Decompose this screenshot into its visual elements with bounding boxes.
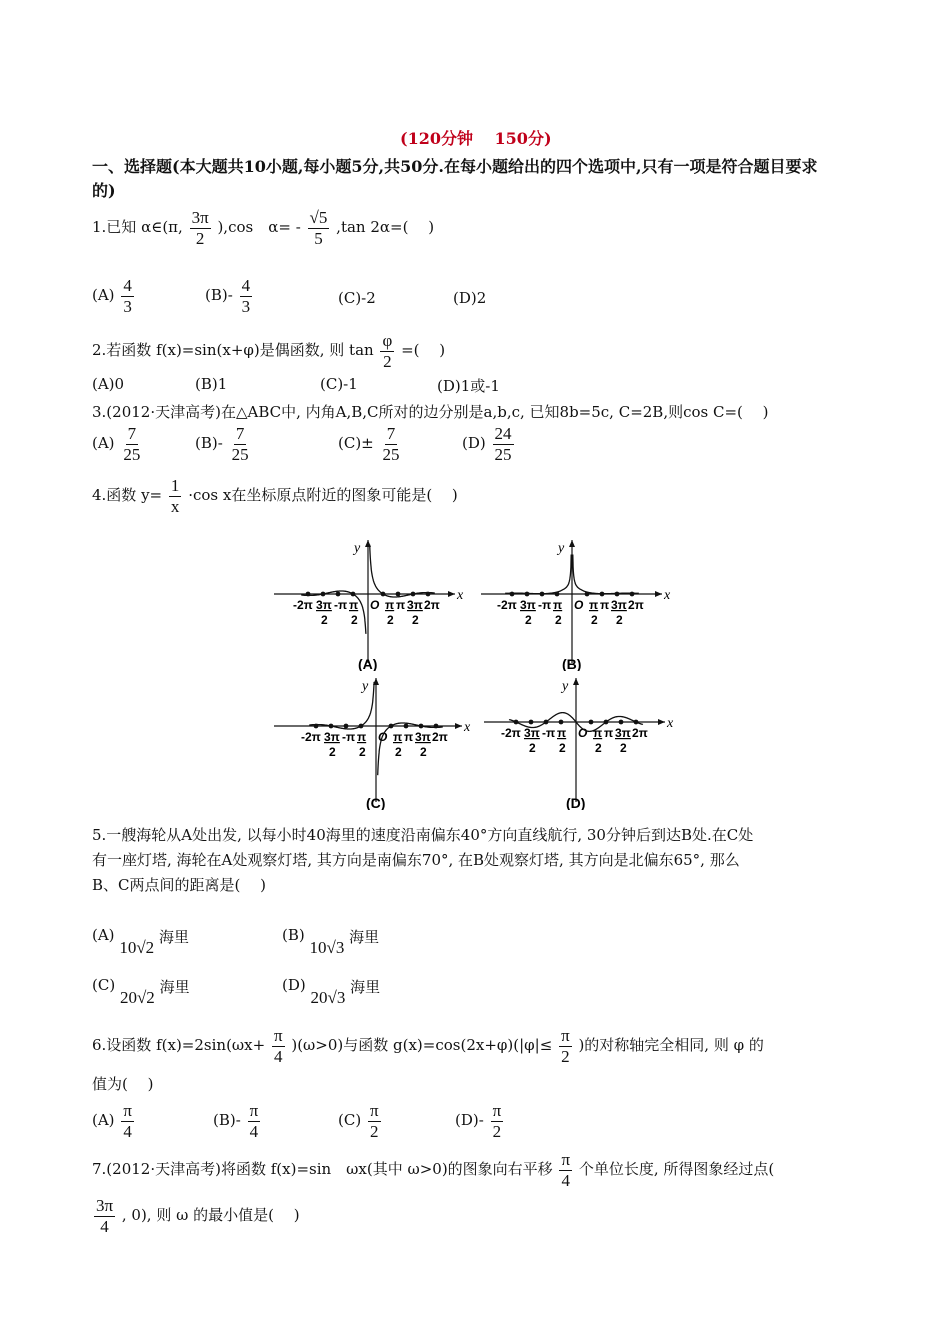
tick-dot: [619, 720, 624, 725]
q3-option-c[interactable]: [338, 424, 404, 464]
tick-den: 2: [525, 613, 532, 627]
tick-label-negpi2: π: [557, 726, 567, 740]
q4-frac-1-x: [169, 476, 182, 516]
q6-frac1-den: 4: [274, 1046, 283, 1066]
q3-option-d-label: (D): [462, 434, 486, 453]
q1-option-b-frac: [240, 276, 253, 316]
q7-frac2-num: 3π: [96, 1196, 114, 1215]
q2-frac-phi-2: [380, 331, 394, 371]
q4-stem-b: ·cos x在坐标原点附近的图象可能是( ): [188, 486, 458, 505]
tick-label-2pi: 2π: [432, 730, 448, 744]
tick-dot: [529, 720, 534, 725]
y-axis-label: y: [362, 679, 369, 694]
graph-caption: (C): [366, 795, 386, 810]
tick-label-3pi2: 3π: [407, 598, 423, 612]
tick-label-pi: π: [604, 726, 614, 740]
q5-option-c-value: 20√2: [119, 988, 155, 1007]
tick-den: 2: [591, 613, 598, 627]
tick-den: 2: [559, 741, 566, 755]
q4-graph-c[interactable]: [268, 674, 480, 810]
q5-option-c-label: (C): [92, 976, 116, 994]
q3-option-b-label: (B)-: [195, 434, 223, 453]
q6-option-b-label: (B)-: [213, 1111, 241, 1130]
q1-frac1-den: 2: [195, 228, 205, 248]
q3-option-b-num: 7: [235, 424, 245, 443]
question-5-line2: 有一座灯塔, 海轮在A处观察灯塔, 其方向是南偏东70°, 在B处观察灯塔, 其方向是北偏东65°, 那么: [92, 851, 740, 869]
q1-option-b-num: 4: [241, 276, 251, 295]
q5-option-b-unit: 海里: [349, 928, 380, 946]
tick-den: 2: [412, 613, 419, 627]
q7-frac-3pi-4: [94, 1196, 115, 1236]
question-5-line3: B、C两点间的距离是( ): [92, 876, 266, 894]
q5-option-c[interactable]: [92, 976, 190, 1007]
x-axis-arrow: [655, 591, 662, 597]
q3-option-d-frac: [493, 424, 514, 464]
x-axis-arrow: [658, 719, 665, 725]
tick-dot: [630, 592, 635, 597]
tick-label-neg2pi: -2π: [293, 598, 313, 612]
q1-option-d[interactable]: (D)2: [453, 289, 487, 307]
q1-option-b-label: (B)-: [205, 286, 233, 305]
tick-dot: [510, 592, 515, 597]
q1-option-c[interactable]: (C)-2: [338, 289, 376, 307]
q1-option-a-num: 4: [123, 276, 132, 295]
q3-option-c-den: 25: [382, 444, 400, 464]
tick-dot: [396, 592, 401, 597]
tick-label-neg3pi2: 3π: [324, 730, 340, 744]
origin-label: O: [578, 726, 588, 740]
q6-option-d[interactable]: [455, 1101, 505, 1141]
q5-option-a[interactable]: [92, 926, 189, 957]
graph-caption: (D): [566, 795, 586, 810]
tick-den: 2: [616, 613, 623, 627]
x-axis-label: x: [464, 720, 471, 735]
q6-frac2-num: π: [561, 1026, 570, 1045]
tick-label-2pi: 2π: [424, 598, 440, 612]
q6-frac-pi-2: [559, 1026, 572, 1066]
tick-label-pi2: π: [393, 730, 403, 744]
tick-dot: [336, 592, 341, 597]
time-score-header: (120分钟 150分): [400, 129, 552, 148]
tick-dot: [344, 724, 349, 729]
q1-frac2-num: √5: [309, 208, 328, 227]
q2-stem-a: 2.若函数 f(x)=sin(x+φ)是偶函数, 则 tan: [92, 341, 374, 360]
question-7-line2: [92, 1196, 300, 1236]
question-5-line1: 5.一艘海轮从A处出发, 以每小时40海里的速度沿南偏东40°方向直线航行, 30分钟后到达B处.在C处: [92, 826, 754, 844]
question-3-stem: 3.(2012·天津高考)在△ABC中, 内角A,B,C所对的边分别是a,b,c, 已知8b=5c, C=2B,则cos C=( ): [92, 403, 769, 421]
tick-dot: [589, 720, 594, 725]
q7-frac-pi-4: [559, 1150, 572, 1190]
q1-frac2-den: 5: [314, 228, 323, 248]
q5-option-a-value: 10√2: [119, 938, 155, 957]
tick-label-pi2: π: [589, 598, 599, 612]
tick-den: 2: [395, 745, 402, 759]
q6-option-b-num: π: [249, 1101, 259, 1120]
q6-option-a-label: (A): [92, 1111, 115, 1130]
q4-frac-den: x: [170, 496, 180, 516]
q7-stem-a: 7.(2012·天津高考)将函数 f(x)=sin ωx(其中 ω>0)的图象向右平移: [92, 1160, 553, 1179]
tick-label-neg2pi: -2π: [501, 726, 521, 740]
q6-frac2-den: 2: [561, 1046, 570, 1066]
graph-caption: (B): [562, 656, 582, 671]
x-axis-label: x: [457, 588, 464, 603]
q3-option-c-num: 7: [386, 424, 396, 443]
q4-stem-a: 4.函数 y=: [92, 486, 163, 505]
q5-option-b[interactable]: [282, 926, 380, 957]
q3-option-a-den: 25: [123, 444, 141, 464]
tick-label-pi2: π: [593, 726, 603, 740]
y-axis-arrow: [573, 678, 579, 685]
question-6-stem: [92, 1026, 764, 1066]
q5-option-a-unit: 海里: [158, 928, 189, 946]
q3-option-c-label: (C)±: [338, 434, 374, 453]
tick-label-neg2pi: -2π: [301, 730, 321, 744]
tick-label-negpi: -π: [542, 726, 556, 740]
q1-stem-c: ,tan 2α=( ): [336, 218, 435, 237]
tick-dot: [404, 724, 409, 729]
q2-frac-den: 2: [383, 351, 392, 371]
tick-den: 2: [595, 741, 602, 755]
q6-stem-c: )的对称轴完全相同, 则 φ 的: [578, 1036, 764, 1055]
tick-den: 2: [359, 745, 366, 759]
q6-option-d-num: π: [492, 1101, 502, 1120]
q4-frac-num: 1: [170, 476, 180, 495]
tick-label-pi: π: [600, 598, 610, 612]
q2-option-c[interactable]: (C)-1: [320, 375, 358, 393]
q1-frac-sqrt5-5: [308, 208, 330, 248]
x-axis-arrow: [448, 591, 455, 597]
q1-stem-b: ),cos α=: [217, 218, 291, 237]
q2-option-b[interactable]: (B)1: [195, 375, 228, 393]
y-axis-label: y: [562, 679, 569, 694]
section-title-line1: 一、选择题(本大题共10小题,每小题5分,共50分.在每小题给出的四个选项中,只有一项是符合题目要求: [92, 157, 818, 176]
question-4-stem: [92, 476, 458, 516]
tick-den: 2: [351, 613, 358, 627]
q6-option-a-num: π: [123, 1101, 132, 1120]
tick-dot: [559, 720, 564, 725]
tick-den: 2: [387, 613, 394, 627]
tick-label-pi: π: [404, 730, 414, 744]
q5-option-c-unit: 海里: [159, 978, 190, 996]
q6-stem-a: 6.设函数 f(x)=2sin(ωx+: [92, 1036, 266, 1055]
q5-option-d-unit: 海里: [350, 978, 381, 996]
curve-left: [505, 555, 571, 594]
graph-caption: (A): [358, 656, 378, 671]
tick-label-neg3pi2: 3π: [316, 598, 332, 612]
q1-stem-a: 1.已知 α∈(π,: [92, 218, 183, 237]
tick-label-neg2pi: -2π: [497, 598, 517, 612]
q6-option-c-num: π: [369, 1101, 379, 1120]
tick-den: 2: [420, 745, 427, 759]
q5-option-d-label: (D): [282, 976, 306, 994]
x-axis-label: x: [667, 716, 674, 731]
q1-option-a-label: (A): [92, 286, 115, 305]
tick-label-negpi: -π: [334, 598, 348, 612]
q4-graph-b[interactable]: [475, 536, 680, 671]
q6-frac-pi-4: [272, 1026, 285, 1066]
q6-option-b-den: 4: [249, 1121, 259, 1141]
q1-frac-3pi-2: [190, 208, 211, 248]
tick-den: 2: [620, 741, 627, 755]
q5-option-d[interactable]: [282, 976, 381, 1007]
q5-option-a-label: (A): [92, 926, 115, 944]
q6-option-c-den: 2: [370, 1121, 379, 1141]
curve-right: [573, 555, 639, 594]
tick-label-neg3pi2: 3π: [524, 726, 540, 740]
q1-option-a[interactable]: [92, 276, 136, 316]
y-axis-label: y: [558, 541, 565, 556]
q5-option-d-value: 20√3: [310, 988, 346, 1007]
q3-option-d[interactable]: [462, 424, 516, 464]
question-2-stem: [92, 331, 445, 371]
q1-option-a-frac: [121, 276, 134, 316]
q4-graph-a[interactable]: [268, 536, 473, 671]
tick-label-neg3pi2: 3π: [520, 598, 536, 612]
q6-option-d-den: 2: [492, 1121, 502, 1141]
tick-label-negpi: -π: [342, 730, 356, 744]
tick-label-pi2: π: [385, 598, 395, 612]
q6-option-a-frac: [121, 1101, 134, 1141]
q5-option-b-value: 10√3: [309, 938, 345, 957]
question-7-stem: [92, 1150, 774, 1190]
q1-option-a-den: 3: [123, 296, 132, 316]
question-6-line2: 值为( ): [92, 1075, 154, 1093]
y-axis-label: y: [354, 541, 361, 556]
tick-label-2pi: 2π: [632, 726, 648, 740]
origin-label: O: [370, 598, 380, 612]
tick-den: 2: [555, 613, 562, 627]
tick-label-negpi2: π: [349, 598, 359, 612]
q3-option-a-label: (A): [92, 434, 115, 453]
x-axis-label: x: [664, 588, 671, 603]
q3-option-d-num: 24: [494, 424, 512, 443]
q7-frac2-den: 4: [100, 1216, 109, 1236]
q4-graph-d[interactable]: [478, 674, 683, 810]
q6-option-c-frac: [368, 1101, 381, 1141]
tick-label-3pi2: 3π: [415, 730, 431, 744]
q3-option-b[interactable]: [195, 424, 253, 464]
q7-stem-b: 个单位长度, 所得图象经过点(: [578, 1160, 775, 1179]
q3-option-a[interactable]: [92, 424, 144, 464]
tick-den: 2: [529, 741, 536, 755]
tick-label-3pi2: 3π: [615, 726, 631, 740]
tick-label-pi: π: [396, 598, 406, 612]
q3-option-d-den: 25: [494, 444, 512, 464]
q2-option-a[interactable]: (A)0: [92, 375, 125, 393]
q7-frac1-den: 4: [561, 1170, 571, 1190]
q6-option-c-label: (C): [338, 1111, 362, 1130]
q1-frac1-num: 3π: [191, 208, 209, 227]
q6-option-b[interactable]: [213, 1101, 262, 1141]
tick-label-2pi: 2π: [628, 598, 644, 612]
q6-option-d-frac: [491, 1101, 504, 1141]
curve-right: [370, 545, 435, 597]
q1-option-b[interactable]: [205, 276, 254, 316]
q6-option-d-label: (D)-: [455, 1111, 484, 1130]
q6-option-c[interactable]: [338, 1101, 383, 1141]
q3-option-b-den: 25: [231, 444, 249, 464]
y-axis-arrow: [569, 540, 575, 547]
origin-label: O: [574, 598, 584, 612]
tick-den: 2: [321, 613, 328, 627]
q2-frac-num: φ: [382, 331, 393, 350]
tick-label-negpi: -π: [538, 598, 552, 612]
section-title-line2: 的): [92, 181, 116, 200]
q2-stem-b: =( ): [401, 341, 446, 360]
q7-stem-c: , 0), 则 ω 的最小值是( ): [121, 1206, 300, 1225]
origin-label: O: [378, 730, 388, 744]
q2-option-d[interactable]: (D)1或-1: [437, 377, 500, 395]
q5-option-b-label: (B): [282, 926, 305, 944]
tick-label-negpi2: π: [553, 598, 563, 612]
q3-option-c-frac: [381, 424, 402, 464]
x-axis-arrow: [455, 723, 462, 729]
q1-option-b-den: 3: [241, 296, 251, 316]
q6-frac1-num: π: [273, 1026, 283, 1045]
tick-den: 2: [329, 745, 336, 759]
q6-option-a[interactable]: [92, 1101, 136, 1141]
q6-option-b-frac: [248, 1101, 261, 1141]
q7-frac1-num: π: [561, 1150, 571, 1169]
question-1-stem: [92, 208, 434, 248]
q3-option-b-frac: [230, 424, 251, 464]
q6-stem-b: )(ω>0)与函数 g(x)=cos(2x+φ)(|φ|≤: [291, 1036, 553, 1055]
q3-option-a-frac: [121, 424, 142, 464]
q3-option-a-num: 7: [127, 424, 137, 443]
q6-option-a-den: 4: [123, 1121, 132, 1141]
tick-label-negpi2: π: [357, 730, 367, 744]
tick-label-3pi2: 3π: [611, 598, 627, 612]
q1-minus: -: [295, 218, 301, 237]
